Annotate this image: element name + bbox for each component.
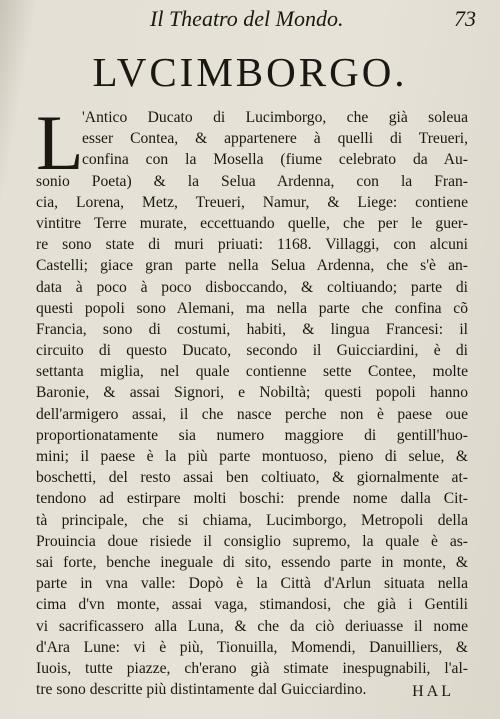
text-line: Iuois, tutte piazze, ch'erano già stimate inespugnabili, l'al- — [36, 659, 468, 677]
text-line: Baronie, & assai Signori, e Nobiltà; questi popoli hanno — [36, 384, 468, 402]
text-line: data à poco à poco disboccando, & coltiuando; parte di — [36, 278, 468, 296]
chapter-title: LVCIMBORGO. — [92, 49, 408, 95]
text-line: tà principale, che si chiama, Lucimborgo, Metropoli della — [36, 511, 468, 529]
text-line: vintitre Terre murate, eccettuando quelle, che per le guer- — [36, 214, 468, 232]
text-line: cima d'vn monte, assai vaga, stimandosi, che già i Gentili — [36, 596, 468, 614]
text-line: parte in vna valle: Dopò è la Città d'Arlun situata nella — [36, 575, 468, 593]
text-line: boschetti, del resto assai ben coltiuato, & giornalmente at- — [36, 469, 468, 487]
text-line: confina con la Mosella (fiume celebrato da Au- — [82, 151, 468, 169]
text-line: re sono state di muri priuati: 1168. Villaggi, con alcuni — [36, 236, 468, 254]
text-line: esser Contea, & appartenere à quelli di Treueri, — [82, 130, 468, 148]
text-line: questi popoli sono Alemani, ma nella parte che confina cõ — [36, 299, 468, 317]
text-line: circuito di questo Ducato, secondo il Guicciardini, è di — [36, 342, 468, 360]
text-line: sonio Poeta) & la Selua Ardenna, con la Fran- — [36, 172, 468, 190]
drop-cap: L — [36, 99, 84, 186]
running-title: Il Theatro del Mondo. — [150, 6, 344, 31]
text-line: Prouincia doue risiede il consiglio supremo, la quale è as- — [36, 532, 468, 550]
text-line: Castelli; giace gran parte nella Selua Ardenna, che s'è an- — [36, 257, 468, 275]
text-line: vi sacrificassero alla Luna, & che da ciò deriuasse il nome — [36, 617, 468, 635]
text-line: tendono ad estirpare molti boschi: prende nome dalla Cit- — [36, 490, 468, 508]
catchword: HAL — [412, 683, 454, 700]
text-line: 'Antico Ducato di Lucimborgo, che già soleua — [82, 109, 468, 126]
text-line: proportionatamente sia numero maggiore di gentill'huo- — [36, 426, 468, 444]
text-line: d'Ara Lune: vi è più, Tionuilla, Momendi, Danuilliers, & — [36, 638, 468, 656]
text-line: sai forte, benche ineguale di sito, essendo parte in monte, & — [36, 553, 468, 571]
text-line: dell'armigero assai, il che nasce perche non è paese oue — [36, 405, 468, 423]
body-text — [36, 107, 468, 700]
text-line: Francia, sono di costumi, habiti, & lingua Francesi: il — [36, 320, 468, 338]
text-line: cia, Lorena, Metz, Treueri, Namur, & Liege: contiene — [36, 193, 468, 211]
page-number: 73 — [454, 6, 476, 31]
text-line: mini; il paese è la più parte montuoso, pieno di selue, & — [36, 448, 468, 465]
text-line: settanta miglia, nel quale contienne sette Contee, molte — [36, 363, 468, 381]
text-line: tre sono descritte più distintamente dal Guicciardino. — [36, 681, 367, 699]
running-head — [150, 6, 490, 34]
